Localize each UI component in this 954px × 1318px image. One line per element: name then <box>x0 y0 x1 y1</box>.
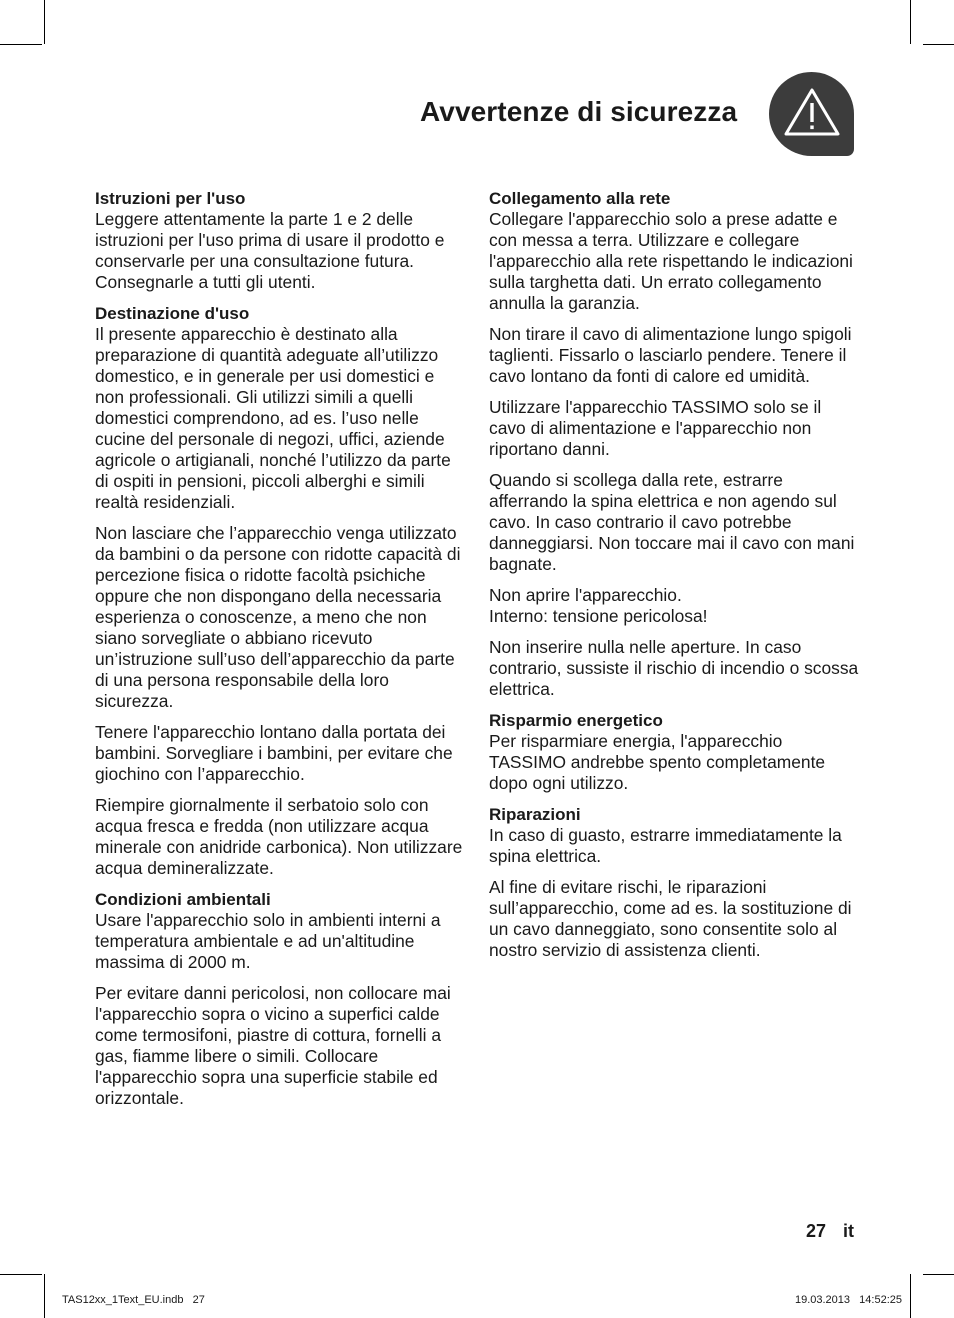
warning-badge <box>769 72 854 156</box>
paragraph: Al fine di evitare rischi, le riparazioni sull’apparecchio, come ad es. la sostituzione di un cavo danneggiato, sono consentite solo al nostro servizio di assistenza clienti. <box>489 877 852 960</box>
crop-mark <box>910 1274 911 1318</box>
paragraph: Il presente apparecchio è destinato alla preparazione di quantità adeguate all’utilizzo domestico, e in generale per usi domestici e non professionali. Gli utilizzi simili a quelli domestici comprendono, ad es. l’uso nelle cucine del personale di negozi, uffici, aziende agricole o artigianali, nonché l’utilizzo da parte di ospiti in pensioni, piccoli alberghi e simili realtà residenziali. <box>95 324 451 512</box>
paragraph: Collegare l'apparecchio solo a prese adatte e con messa a terra. Utilizzare e collegare l'apparecchio alla rete rispettando le indicazioni sulla targhetta dati. Un errato collegamento annulla la garanzia. <box>489 209 853 313</box>
paragraph: In caso di guasto, estrarre immediatamente la spina elettrica. <box>489 825 842 866</box>
left-column <box>95 188 467 1119</box>
section-heading: Condizioni ambientali <box>95 890 271 909</box>
page-title: Avvertenze di sicurezza <box>420 96 738 127</box>
crop-mark <box>923 44 954 45</box>
paragraph: Usare l'apparecchio solo in ambienti interni a temperatura ambientale e ad un'altitudine massima di 2000 m. <box>95 910 441 972</box>
paragraph: Utilizzare l'apparecchio TASSIMO solo se il cavo di alimentazione e l'apparecchio non riportano danni. <box>489 397 822 459</box>
page-number: 27 <box>805 1221 826 1241</box>
crop-mark <box>0 1274 42 1275</box>
section <box>489 188 861 700</box>
section-heading: Destinazione d'uso <box>95 304 250 323</box>
crop-mark <box>910 0 911 44</box>
warning-triangle-icon <box>782 86 842 138</box>
section-heading: Risparmio energetico <box>489 711 663 730</box>
slug-file-info: TAS12xx_1Text_EU.indb 27 <box>62 1294 205 1306</box>
page-footer <box>806 1221 854 1242</box>
paragraph: Non inserire nulla nelle aperture. In caso contrario, sussiste il rischio di incendio o scossa elettrica. <box>489 637 859 699</box>
crop-mark <box>0 44 42 45</box>
section-heading: Istruzioni per l'uso <box>95 189 246 208</box>
paragraph: Riempire giornalmente il serbatoio solo con acqua fresca e fredda (non utilizzare acqua minerale con anidride carbonica). Non utilizzare acqua demineralizzate. <box>95 795 463 878</box>
section <box>95 188 467 293</box>
paragraph: Non tirare il cavo di alimentazione lungo spigoli taglienti. Fissarlo o lasciarlo pendere. Tenere il cavo lontano da fonti di calore ed umidità. <box>489 324 852 386</box>
paragraph: Per risparmiare energia, l'apparecchio TASSIMO andrebbe spento completamente dopo ogni utilizzo. <box>489 731 826 793</box>
section <box>489 710 861 794</box>
right-column <box>489 188 861 971</box>
paragraph: Non aprire l'apparecchio. Interno: tensione pericolosa! <box>489 585 708 626</box>
crop-mark <box>44 1274 45 1318</box>
language-code: it <box>843 1221 854 1241</box>
section <box>489 804 861 961</box>
paragraph: Per evitare danni pericolosi, non collocare mai l'apparecchio sopra o vicino a superfici calde come termosifoni, piastre di cottura, fornelli a gas, fiamme libere o simili. Collocare l'apparecchio sopra una superficie stabile ed orizzontale. <box>95 983 451 1108</box>
section <box>95 303 467 879</box>
section-heading: Collegamento alla rete <box>489 189 671 208</box>
section <box>95 889 467 1109</box>
paragraph: Tenere l'apparecchio lontano dalla portata dei bambini. Sorvegliare i bambini, per evitare che giochino con l’apparecchio. <box>95 722 453 784</box>
paragraph: Quando si scollega dalla rete, estrarre afferrando la spina elettrica e non agendo sul cavo. In caso contrario il cavo potrebbe danneggiarsi. Non toccare mai il cavo con mani bagnate. <box>489 470 855 574</box>
paragraph: Non lasciare che l’apparecchio venga utilizzato da bambini o da persone con ridotte capacità di percezione fisica o ridotte facoltà psichiche oppure che non dispongano della necessaria esperienza o conoscenze, a meno che non siano sorvegliate o abbiano ricevuto un’istruzione sull’uso dell’apparecchio da parte di una persona responsabile della loro sicurezza. <box>95 523 461 711</box>
paragraph: Leggere attentamente la parte 1 e 2 delle istruzioni per l'uso prima di usare il prodotto e conservarle per una consultazione futura. Consegnarle a tutti gli utenti. <box>95 209 445 292</box>
section-heading: Riparazioni <box>489 805 581 824</box>
crop-mark <box>44 0 45 44</box>
slug-timestamp: 19.03.2013 14:52:25 <box>794 1294 902 1306</box>
crop-mark <box>923 1274 954 1275</box>
